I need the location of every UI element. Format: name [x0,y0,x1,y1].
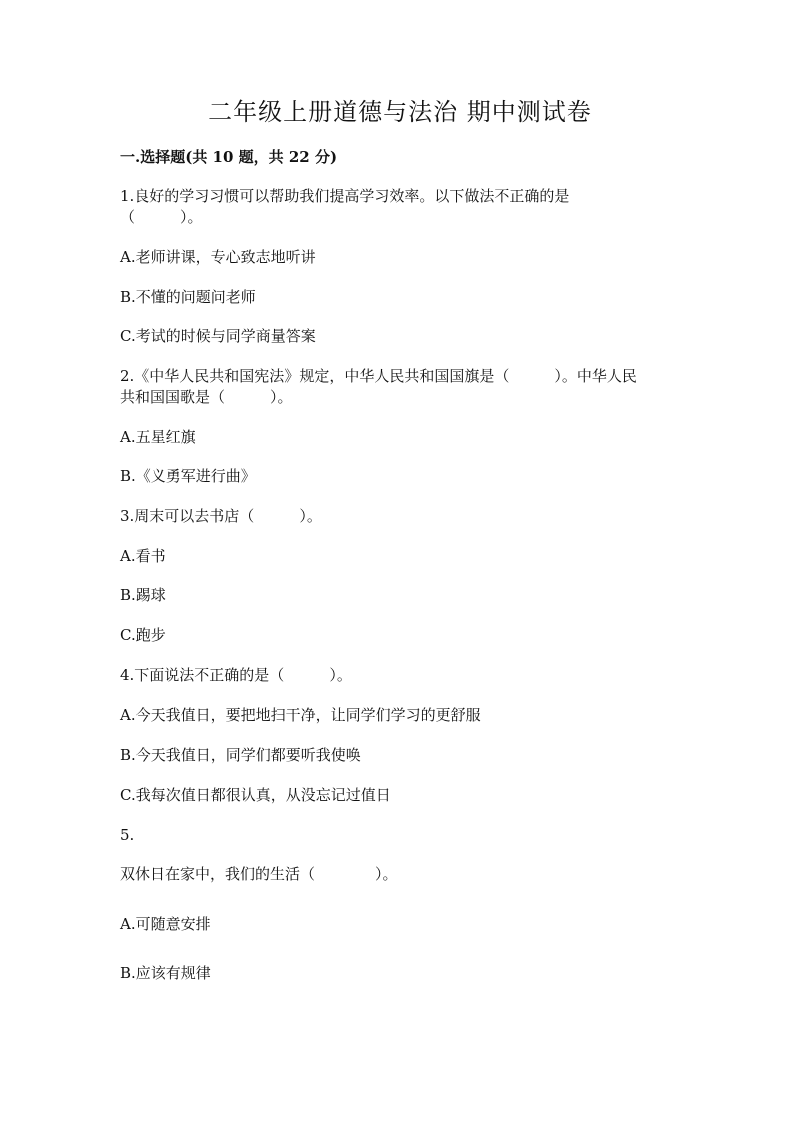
question-5-stem: 双休日在家中，我们的生活（ ）。 [120,865,398,883]
question-2-stem-line-1: 2.《中华人民共和国宪法》规定，中华人民共和国国旗是（ ）。中华人民 [120,367,637,385]
question-5-number: 5. [120,826,135,844]
question-4-option-b: B.今天我值日，同学们都要听我使唤 [120,746,361,764]
question-1-option-a: A.老师讲课，专心致志地听讲 [120,248,316,266]
question-3-option-a: A.看书 [120,547,166,565]
question-1-stem-line-1: 1.良好的学习习惯可以帮助我们提高学习效率。以下做法不正确的是 [120,187,570,205]
page-title: 二年级上册道德与法治 期中测试卷 [208,98,592,126]
question-1-option-b: B.不懂的问题问老师 [120,288,256,306]
question-1-option-c: C.考试的时候与同学商量答案 [120,327,316,345]
question-5-option-a: A.可随意安排 [120,915,211,933]
question-4-stem: 4.下面说法不正确的是（ ）。 [120,666,352,684]
section-heading: 一.选择题(共 10 题，共 22 分) [120,148,338,166]
question-3-option-c: C.跑步 [120,626,166,644]
question-1-stem-line-2: （ ）。 [120,208,203,226]
question-3-stem: 3.周末可以去书店（ ）。 [120,507,322,525]
question-4-option-a: A.今天我值日，要把地扫干净，让同学们学习的更舒服 [120,706,481,724]
question-3-option-b: B.踢球 [120,586,166,604]
question-5-option-b: B.应该有规律 [120,964,211,982]
question-4-option-c: C.我每次值日都很认真，从没忘记过值日 [120,786,391,804]
question-2-option-b: B.《义勇军进行曲》 [120,467,256,485]
question-2-stem-line-2: 共和国国歌是（ ）。 [120,388,293,406]
question-2-option-a: A.五星红旗 [120,428,196,446]
